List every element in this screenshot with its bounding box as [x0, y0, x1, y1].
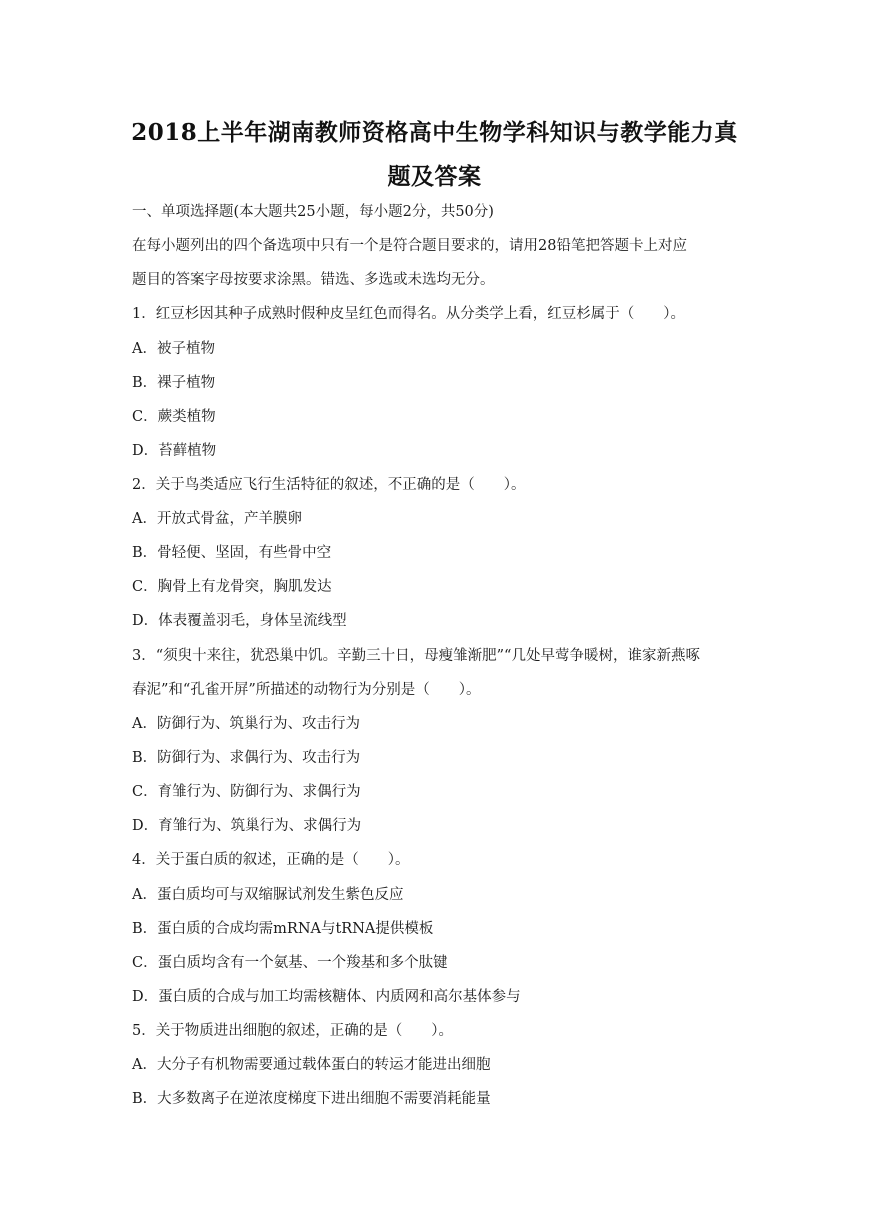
question-4-stem: 4．关于蛋白质的叙述，正确的是（ ）。 — [132, 852, 410, 868]
question-1-option-b: B．裸子植物 — [132, 375, 216, 391]
question-1-option-c: C．蕨类植物 — [132, 409, 216, 425]
question-3-option-d: D．育雏行为、筑巢行为、求偶行为 — [132, 818, 362, 834]
section-heading: 一、单项选择题(本大题共25小题，每小题2分，共50分) — [132, 204, 494, 220]
question-2-stem: 2．关于鸟类适应飞行生活特征的叙述，不正确的是（ ）。 — [132, 477, 526, 493]
question-3-option-c: C．育雏行为、防御行为、求偶行为 — [132, 784, 361, 800]
question-3-stem-line-2: 春泥”和“孔雀开屏”所描述的动物行为分别是（ ）。 — [132, 682, 481, 698]
instructions-line-2: 题目的答案字母按要求涂黑。错选、多选或未选均无分。 — [132, 272, 495, 288]
question-3-option-b: B．防御行为、求偶行为、攻击行为 — [132, 750, 361, 766]
question-2-option-b: B．骨轻便、坚固，有些骨中空 — [132, 545, 332, 561]
question-1-option-d: D．苔藓植物 — [132, 443, 217, 459]
question-4-option-b: B．蛋白质的合成均需mRNA与tRNA提供模板 — [132, 921, 434, 937]
question-5-option-a: A．大分子有机物需要通过载体蛋白的转运才能进出细胞 — [132, 1057, 491, 1073]
question-5-option-b: B．大多数离子在逆浓度梯度下进出细胞不需要消耗能量 — [132, 1091, 491, 1107]
question-2-option-c: C．胸骨上有龙骨突，胸肌发达 — [132, 579, 332, 595]
document-title-line-2: 题及答案 — [387, 163, 482, 190]
question-1-stem: 1．红豆杉因其种子成熟时假种皮呈红色而得名。从分类学上看，红豆杉属于（ ）。 — [132, 306, 685, 322]
question-4-option-a: A．蛋白质均可与双缩脲试剂发生紫色反应 — [132, 887, 404, 903]
question-3-stem-line-1: 3．“须臾十来往，犹恐巢中饥。辛勤三十日，母瘦雏渐肥”“几处早莺争暖树，谁家新燕啄 — [132, 648, 700, 664]
question-3-option-a: A．防御行为、筑巢行为、攻击行为 — [132, 716, 360, 732]
question-5-stem: 5．关于物质进出细胞的叙述，正确的是（ ）。 — [132, 1023, 453, 1039]
question-4-option-d: D．蛋白质的合成与加工均需核糖体、内质网和高尔基体参与 — [132, 989, 521, 1005]
instructions-line-1: 在每小题列出的四个备选项中只有一个是符合题目要求的，请用28铅笔把答题卡上对应 — [132, 238, 687, 254]
document-title-line-1: 2018上半年湖南教师资格高中生物学科知识与教学能力真 — [131, 119, 738, 146]
question-1-option-a: A．被子植物 — [132, 341, 215, 357]
question-4-option-c: C．蛋白质均含有一个氨基、一个羧基和多个肽键 — [132, 955, 448, 971]
question-2-option-a: A．开放式骨盆，产羊膜卵 — [132, 511, 302, 527]
question-2-option-d: D．体表覆盖羽毛，身体呈流线型 — [132, 613, 347, 629]
